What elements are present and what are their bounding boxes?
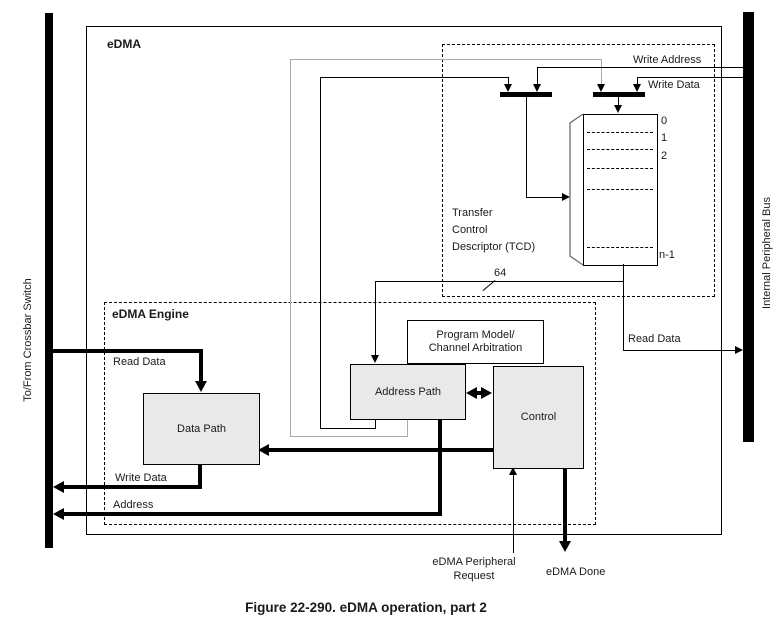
tcd-row-pointer-bracket	[564, 110, 586, 270]
write-data-top-arrowhead	[633, 84, 641, 92]
tcd-bus-64-line	[375, 282, 376, 356]
left-mux-output-line	[526, 97, 527, 198]
gray-loop-arrowhead	[597, 84, 605, 92]
right-mux-bar	[593, 92, 645, 97]
addresspath-control-arrowhead-left	[466, 387, 477, 399]
tcd-label-line2: Control	[452, 224, 488, 236]
read-data-right-arrowhead	[735, 346, 743, 354]
write-data-left-line	[61, 485, 202, 489]
address-arrowhead	[53, 508, 64, 520]
internal-peripheral-bus-bar	[743, 12, 754, 442]
data-path-label: Data Path	[177, 422, 226, 435]
address-line	[61, 512, 442, 516]
figure-caption: Figure 22-290. eDMA operation, part 2	[245, 600, 487, 615]
tcd-label-line1: Transfer	[452, 207, 493, 219]
tcd-label-line3: Descriptor (TCD)	[452, 241, 536, 253]
data-path-box	[143, 393, 260, 465]
write-data-left-label: Write Data	[115, 472, 167, 484]
crossbar-switch-bus-bar	[45, 13, 53, 548]
write-address-arrowhead	[533, 84, 541, 92]
read-data-right-label: Read Data	[628, 333, 681, 345]
control-label: Control	[520, 411, 557, 423]
edma-done-line	[563, 467, 567, 542]
peripheral-request-label-line2: Request	[453, 570, 495, 582]
tcd-row-divider	[587, 132, 653, 133]
bus-width-label: 64	[494, 267, 507, 279]
control-to-datapath-line	[268, 448, 493, 452]
write-address-line	[537, 68, 538, 85]
gray-loop-segment	[290, 436, 408, 437]
internal-peripheral-bus-label: Internal Peripheral Bus	[761, 197, 773, 309]
tcd-row-label-1: 1	[661, 132, 668, 144]
tcd-row-divider	[587, 168, 653, 169]
control-box	[493, 366, 584, 469]
program-model-label-line2: Channel Arbitration	[428, 342, 523, 354]
tcd-row-divider	[587, 189, 653, 190]
tcd-row-divider	[587, 247, 653, 248]
black-loop-segment	[320, 77, 509, 78]
edma-done-label: eDMA Done	[546, 566, 606, 578]
peripheral-request-line	[513, 474, 514, 553]
write-data-top-line	[637, 77, 743, 78]
left-mux-output-line	[526, 197, 563, 198]
read-data-right-line	[623, 350, 737, 351]
write-address-label: Write Address	[633, 54, 702, 66]
gray-loop-segment	[407, 418, 408, 437]
edma-done-arrowhead	[559, 541, 571, 552]
gray-loop-segment	[290, 59, 602, 60]
write-data-left-arrowhead	[53, 481, 64, 493]
write-data-top-label: Write Data	[648, 79, 700, 91]
crossbar-switch-bus-label: To/From Crossbar Switch	[22, 278, 34, 402]
write-data-left-line	[198, 463, 202, 487]
address-label: Address	[113, 499, 154, 511]
tcd-row-label-2: 2	[661, 150, 668, 162]
edma-engine-label: eDMA Engine	[112, 307, 189, 321]
peripheral-request-label-line1: eDMA Peripheral	[432, 556, 516, 568]
address-path-box	[350, 364, 466, 420]
read-data-left-line	[53, 349, 203, 353]
tcd-row-divider	[587, 149, 653, 150]
read-data-left-label: Read Data	[113, 356, 166, 368]
read-data-left-line	[199, 349, 203, 382]
tcd-bus-64-arrowhead	[371, 355, 379, 363]
address-line	[438, 418, 442, 516]
tcd-array-box	[583, 114, 658, 266]
black-loop-segment	[320, 77, 321, 429]
program-model-box	[407, 320, 544, 364]
gray-loop-segment	[601, 59, 602, 85]
tcd-output-line	[623, 264, 624, 350]
program-model-label-line1: Program Model/	[436, 329, 515, 341]
right-mux-output-arrowhead	[614, 105, 622, 113]
addresspath-control-arrowhead-right	[481, 387, 492, 399]
read-data-left-arrowhead	[195, 381, 207, 392]
gray-loop-segment	[290, 59, 291, 437]
black-loop-arrowhead	[504, 84, 512, 92]
tcd-row-label-0: 0	[661, 115, 668, 127]
tcd-bus-64-line	[375, 281, 623, 282]
edma-box-label: eDMA	[107, 37, 142, 51]
black-loop-segment	[320, 428, 376, 429]
write-address-line	[537, 67, 743, 68]
tcd-row-label-n1: n-1	[659, 249, 675, 261]
address-path-label: Address Path	[374, 385, 442, 398]
